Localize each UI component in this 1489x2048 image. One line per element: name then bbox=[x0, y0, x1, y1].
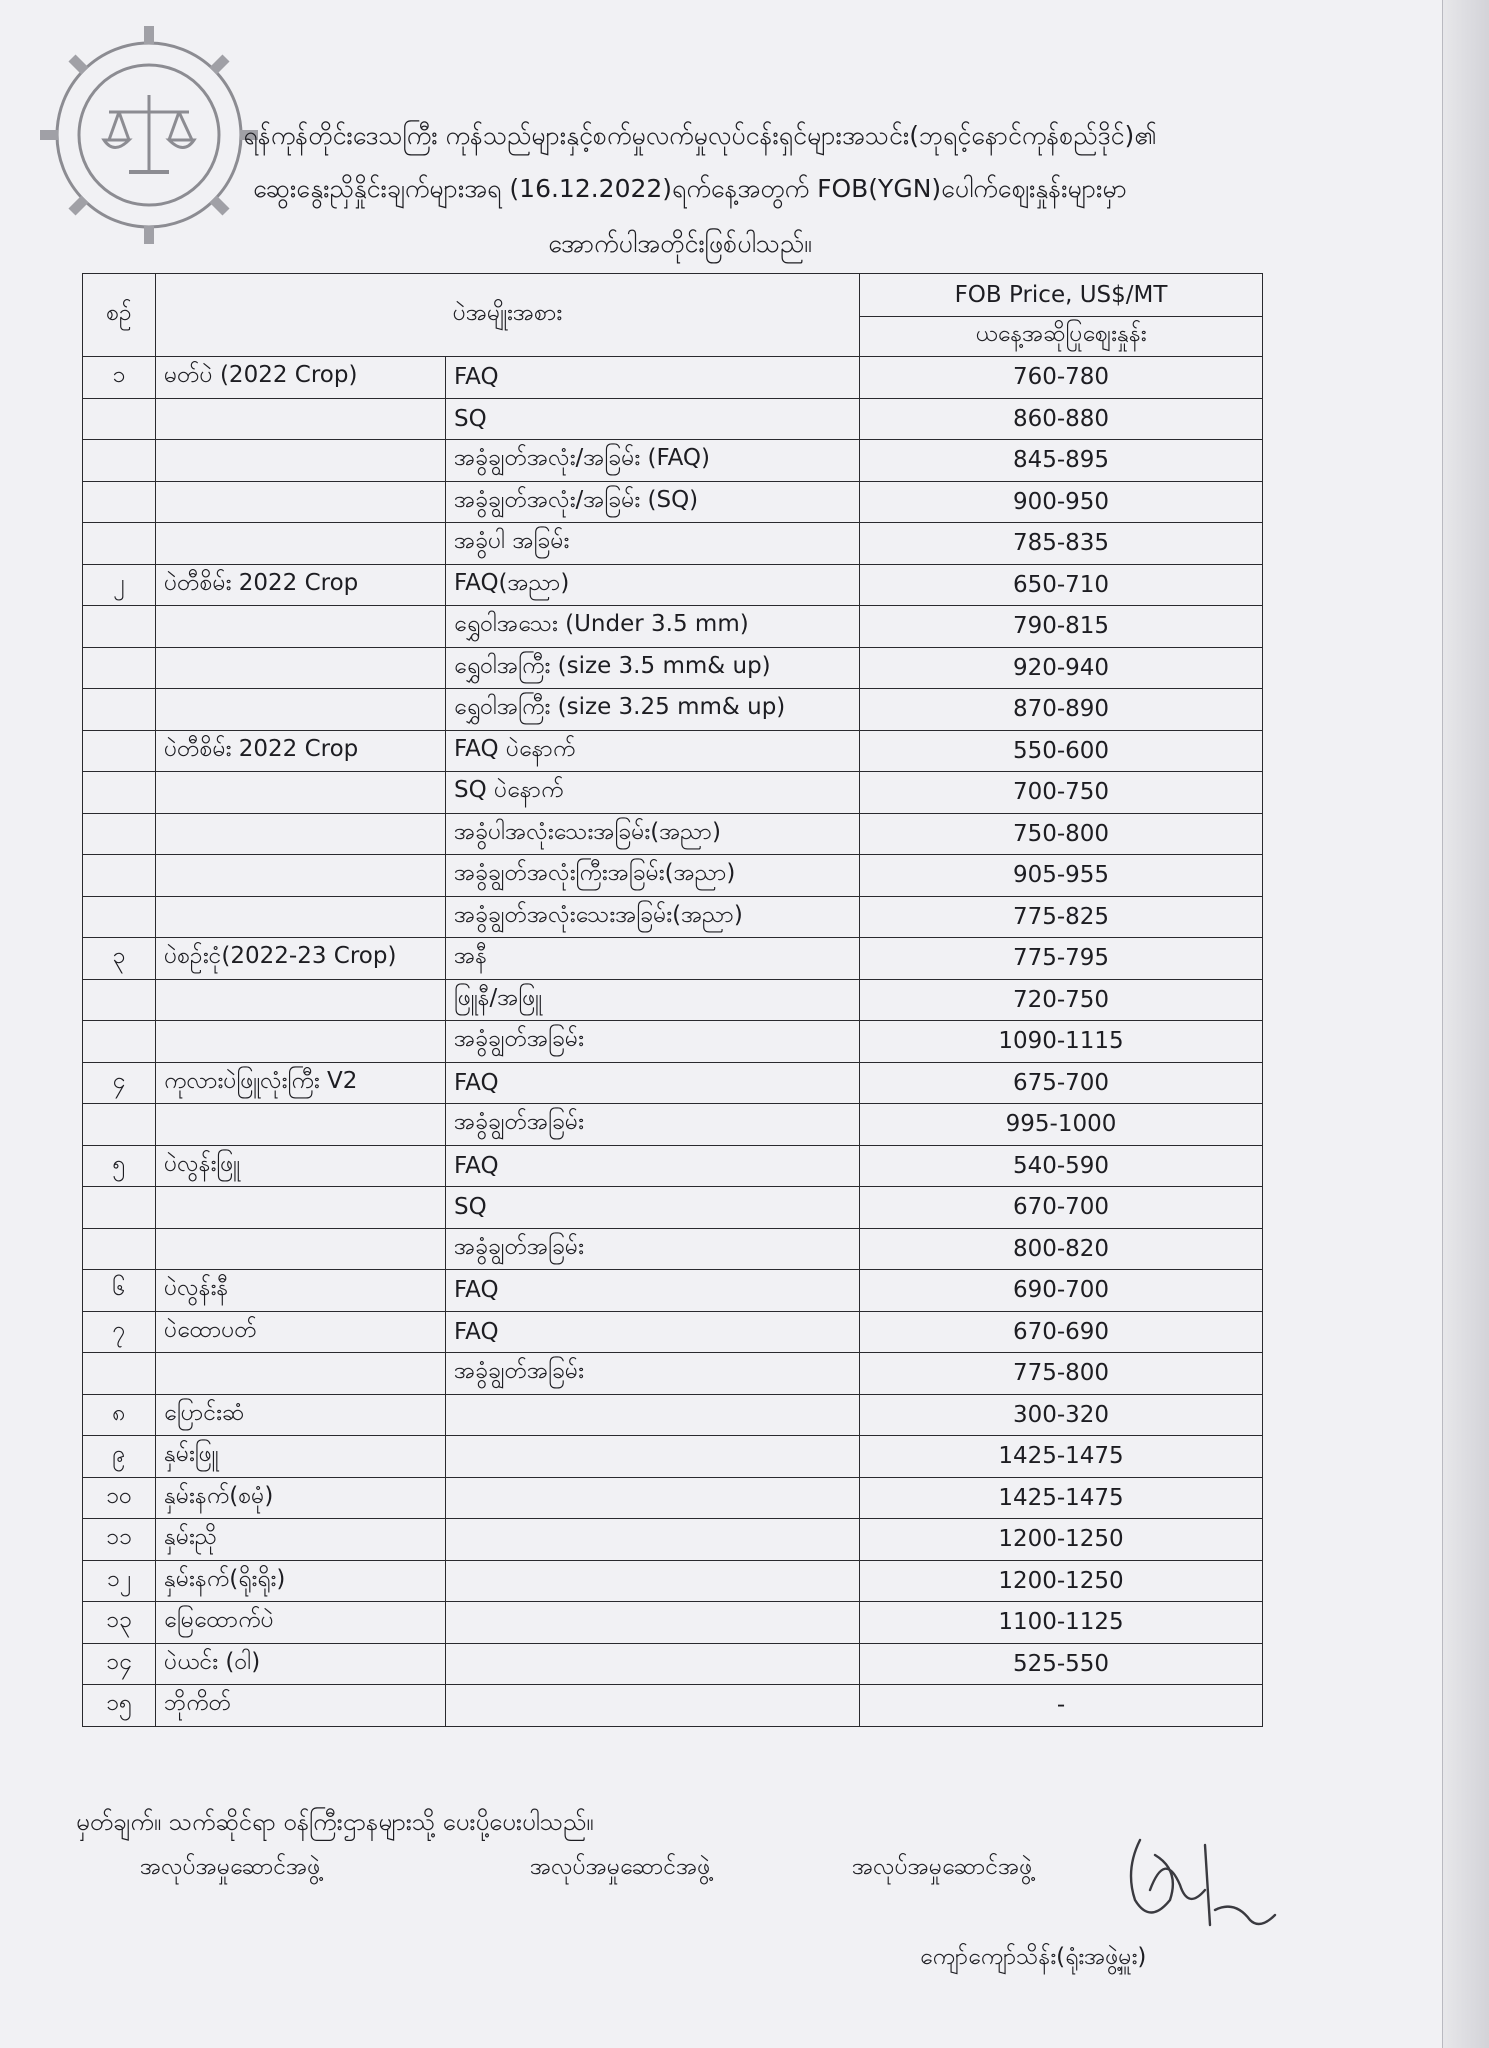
table-row bbox=[83, 772, 1263, 814]
row-grade bbox=[446, 1477, 860, 1519]
row-grade: FAQ bbox=[446, 1062, 860, 1104]
row-price: 775-795 bbox=[860, 938, 1263, 980]
table-row bbox=[83, 1270, 1263, 1312]
table-row bbox=[83, 1394, 1263, 1436]
row-grade bbox=[446, 1560, 860, 1602]
row-number: ၃ bbox=[83, 938, 156, 980]
row-number bbox=[83, 813, 156, 855]
row-item-name bbox=[156, 689, 446, 731]
row-number bbox=[83, 896, 156, 938]
table-row bbox=[83, 647, 1263, 689]
row-item-name: မတ်ပဲ (2022 Crop) bbox=[156, 357, 446, 399]
row-number: ၉ bbox=[83, 1436, 156, 1478]
handwritten-signature bbox=[1110, 1830, 1280, 1950]
table-row bbox=[83, 730, 1263, 772]
row-number bbox=[83, 1104, 156, 1146]
row-item-name bbox=[156, 896, 446, 938]
row-number bbox=[83, 772, 156, 814]
row-price: 1200-1250 bbox=[860, 1560, 1263, 1602]
row-item-name bbox=[156, 1228, 446, 1270]
footnote: မှတ်ချက်။ သက်ဆိုင်ရာ ဝန်ကြီးဌာနများသို့ ပေးပို့ပေးပါသည်။ bbox=[76, 1808, 594, 1836]
row-grade: ရွှေဝါအသေး (Under 3.5 mm) bbox=[446, 606, 860, 648]
row-number bbox=[83, 979, 156, 1021]
row-item-name bbox=[156, 1187, 446, 1229]
row-price: 750-800 bbox=[860, 813, 1263, 855]
row-number bbox=[83, 730, 156, 772]
price-table bbox=[82, 273, 1263, 1727]
signer-name: ကျော်ကျော်သိန်း(ရုံးအဖွဲ့မှူး) bbox=[920, 1944, 1147, 1970]
table-row bbox=[83, 1353, 1263, 1395]
row-number bbox=[83, 855, 156, 897]
row-price: 525-550 bbox=[860, 1643, 1263, 1685]
row-price: 700-750 bbox=[860, 772, 1263, 814]
row-item-name: နှမ်းနက်(စမုံ) bbox=[156, 1477, 446, 1519]
row-grade: SQ bbox=[446, 398, 860, 440]
col-header-item: ပဲအမျိုးအစား bbox=[156, 274, 860, 357]
row-item-name: ကုလားပဲဖြူလုံးကြီး V2 bbox=[156, 1062, 446, 1104]
table-row bbox=[83, 689, 1263, 731]
row-grade: ရွှေဝါအကြီး (size 3.25 mm& up) bbox=[446, 689, 860, 731]
row-grade: အခွံပါ အခြမ်း bbox=[446, 523, 860, 565]
table-row bbox=[83, 1062, 1263, 1104]
row-item-name bbox=[156, 606, 446, 648]
table-row bbox=[83, 855, 1263, 897]
row-price: 720-750 bbox=[860, 979, 1263, 1021]
row-grade: FAQ bbox=[446, 1311, 860, 1353]
table-row bbox=[83, 1311, 1263, 1353]
row-price: 1425-1475 bbox=[860, 1477, 1263, 1519]
row-price: 675-700 bbox=[860, 1062, 1263, 1104]
row-price: 920-940 bbox=[860, 647, 1263, 689]
row-grade: SQ bbox=[446, 1187, 860, 1229]
row-item-name: ပဲယင်း (ဝါ) bbox=[156, 1643, 446, 1685]
row-price: - bbox=[860, 1685, 1263, 1727]
row-item-name bbox=[156, 440, 446, 482]
row-number bbox=[83, 481, 156, 523]
row-item-name: နှမ်းဖြူ bbox=[156, 1436, 446, 1478]
row-price: 790-815 bbox=[860, 606, 1263, 648]
row-grade bbox=[446, 1519, 860, 1561]
col-header-no: စဉ် bbox=[83, 274, 156, 357]
table-row bbox=[83, 357, 1263, 399]
row-number bbox=[83, 523, 156, 565]
row-item-name bbox=[156, 813, 446, 855]
row-number: ၈ bbox=[83, 1394, 156, 1436]
row-grade bbox=[446, 1394, 860, 1436]
row-price: 550-600 bbox=[860, 730, 1263, 772]
col-header-price: FOB Price, US$/MT bbox=[860, 274, 1263, 317]
row-price: 785-835 bbox=[860, 523, 1263, 565]
row-grade bbox=[446, 1602, 860, 1644]
row-item-name: ပဲတီစိမ်း 2022 Crop bbox=[156, 564, 446, 606]
header-line-1: ရန်ကုန်တိုင်းဒေသကြီး ကုန်သည်များနှင့်စက်မှုလက်မှုလုပ်ငန်းရှင်များအသင်း(ဘုရင့်နောင်ကုန်စည်ဒိုင်)၏ bbox=[243, 121, 1157, 150]
row-grade: အခွံချွတ်အလုံး/အခြမ်း (FAQ) bbox=[446, 440, 860, 482]
row-number: ၁၄ bbox=[83, 1643, 156, 1685]
row-price: 800-820 bbox=[860, 1228, 1263, 1270]
row-price: 670-700 bbox=[860, 1187, 1263, 1229]
row-grade: FAQ bbox=[446, 1270, 860, 1312]
row-number bbox=[83, 1187, 156, 1229]
row-number: ၁၃ bbox=[83, 1602, 156, 1644]
row-price: 760-780 bbox=[860, 357, 1263, 399]
row-price: 540-590 bbox=[860, 1145, 1263, 1187]
table-row bbox=[83, 896, 1263, 938]
signatory-label-2: အလုပ်အမှုဆောင်အဖွဲ့ bbox=[530, 1854, 711, 1880]
row-number: ၄ bbox=[83, 1062, 156, 1104]
row-grade: အခွံချွတ်အလုံး/အခြမ်း (SQ) bbox=[446, 481, 860, 523]
row-grade: အခွံချွတ်အခြမ်း bbox=[446, 1353, 860, 1395]
row-price: 690-700 bbox=[860, 1270, 1263, 1312]
row-grade: FAQ(အညာ) bbox=[446, 564, 860, 606]
row-number bbox=[83, 1228, 156, 1270]
row-number bbox=[83, 398, 156, 440]
row-item-name: မြေထောက်ပဲ bbox=[156, 1602, 446, 1644]
row-item-name bbox=[156, 523, 446, 565]
row-grade: ဖြူနီ/အဖြူ bbox=[446, 979, 860, 1021]
row-grade: FAQ bbox=[446, 1145, 860, 1187]
table-row bbox=[83, 1602, 1263, 1644]
row-grade: အခွံပါအလုံးသေးအခြမ်း(အညာ) bbox=[446, 813, 860, 855]
signatory-label-1: အလုပ်အမှုဆောင်အဖွဲ့ bbox=[140, 1854, 321, 1880]
row-number: ၁၁ bbox=[83, 1519, 156, 1561]
page-edge bbox=[1442, 0, 1489, 2048]
table-row bbox=[83, 440, 1263, 482]
table-row bbox=[83, 1104, 1263, 1146]
header-line-3: အောက်ပါအတိုင်းဖြစ်ပါသည်။ bbox=[548, 229, 812, 258]
table-row bbox=[83, 1436, 1263, 1478]
table-row bbox=[83, 1187, 1263, 1229]
row-item-name bbox=[156, 1021, 446, 1063]
table-row bbox=[83, 481, 1263, 523]
row-number: ၁ bbox=[83, 357, 156, 399]
row-item-name bbox=[156, 772, 446, 814]
row-number: ၂ bbox=[83, 564, 156, 606]
row-grade bbox=[446, 1643, 860, 1685]
row-item-name: ပဲထောပတ် bbox=[156, 1311, 446, 1353]
row-grade: အခွံချွတ်အလုံးသေးအခြမ်း(အညာ) bbox=[446, 896, 860, 938]
row-price: 995-1000 bbox=[860, 1104, 1263, 1146]
row-grade: SQ ပဲနောက် bbox=[446, 772, 860, 814]
row-item-name: နှမ်းညို bbox=[156, 1519, 446, 1561]
table-row bbox=[83, 979, 1263, 1021]
row-number: ၅ bbox=[83, 1145, 156, 1187]
row-number bbox=[83, 1353, 156, 1395]
row-item-name: ဘိုကိတ် bbox=[156, 1685, 446, 1727]
row-grade: အခွံချွတ်အခြမ်း bbox=[446, 1104, 860, 1146]
table-row bbox=[83, 523, 1263, 565]
row-price: 860-880 bbox=[860, 398, 1263, 440]
row-item-name bbox=[156, 398, 446, 440]
signatory-label-3: အလုပ်အမှုဆောင်အဖွဲ့ bbox=[852, 1854, 1033, 1880]
row-price: 775-825 bbox=[860, 896, 1263, 938]
row-number bbox=[83, 440, 156, 482]
row-number: ၁၂ bbox=[83, 1560, 156, 1602]
header-line-2: ဆွေးနွေးညှိနှိုင်းချက်များအရ (16.12.2022)ရက်နေ့အတွက် FOB(YGN)ပေါက်ဈေးနှုန်းများမှာ bbox=[253, 174, 1127, 203]
table-row bbox=[83, 1228, 1263, 1270]
row-item-name bbox=[156, 855, 446, 897]
table-row bbox=[83, 1519, 1263, 1561]
row-price: 1425-1475 bbox=[860, 1436, 1263, 1478]
row-item-name: ပဲလွန်းနီ bbox=[156, 1270, 446, 1312]
row-price: 1200-1250 bbox=[860, 1519, 1263, 1561]
row-grade: အခွံချွတ်အခြမ်း bbox=[446, 1228, 860, 1270]
row-price: 1100-1125 bbox=[860, 1602, 1263, 1644]
row-number: ၆ bbox=[83, 1270, 156, 1312]
row-price: 870-890 bbox=[860, 689, 1263, 731]
row-price: 670-690 bbox=[860, 1311, 1263, 1353]
row-grade: FAQ bbox=[446, 357, 860, 399]
row-item-name: နှမ်းနက်(ရိုးရိုး) bbox=[156, 1560, 446, 1602]
row-price: 300-320 bbox=[860, 1394, 1263, 1436]
row-price: 905-955 bbox=[860, 855, 1263, 897]
row-grade bbox=[446, 1685, 860, 1727]
table-row bbox=[83, 938, 1263, 980]
table-row bbox=[83, 1145, 1263, 1187]
table-row bbox=[83, 1477, 1263, 1519]
row-item-name: ပဲလွန်းဖြူ bbox=[156, 1145, 446, 1187]
table-row bbox=[83, 813, 1263, 855]
table-row bbox=[83, 606, 1263, 648]
row-item-name: ပဲတီစိမ်း 2022 Crop bbox=[156, 730, 446, 772]
row-grade: FAQ ပဲနောက် bbox=[446, 730, 860, 772]
row-price: 1090-1115 bbox=[860, 1021, 1263, 1063]
row-price: 845-895 bbox=[860, 440, 1263, 482]
row-grade: အခွံချွတ်အလုံးကြီးအခြမ်း(အညာ) bbox=[446, 855, 860, 897]
row-item-name bbox=[156, 647, 446, 689]
row-number bbox=[83, 1021, 156, 1063]
table-row bbox=[83, 1643, 1263, 1685]
row-item-name: ပြောင်းဆံ bbox=[156, 1394, 446, 1436]
row-number: ၁၀ bbox=[83, 1477, 156, 1519]
row-number: ၇ bbox=[83, 1311, 156, 1353]
row-number bbox=[83, 606, 156, 648]
row-grade: အခွံချွတ်အခြမ်း bbox=[446, 1021, 860, 1063]
row-grade bbox=[446, 1436, 860, 1478]
row-item-name bbox=[156, 979, 446, 1021]
table-header-row bbox=[83, 274, 1263, 317]
row-item-name bbox=[156, 1104, 446, 1146]
col-header-price-sub: ယနေ့အဆိုပြုဈေးနှုန်း bbox=[860, 316, 1263, 356]
table-row bbox=[83, 1685, 1263, 1727]
row-price: 775-800 bbox=[860, 1353, 1263, 1395]
row-number bbox=[83, 689, 156, 731]
row-item-name: ပဲစဉ်းငုံ(2022-23 Crop) bbox=[156, 938, 446, 980]
row-grade: အနီ bbox=[446, 938, 860, 980]
row-number: ၁၅ bbox=[83, 1685, 156, 1727]
row-grade: ရွှေဝါအကြီး (size 3.5 mm& up) bbox=[446, 647, 860, 689]
row-price: 900-950 bbox=[860, 481, 1263, 523]
row-item-name bbox=[156, 1353, 446, 1395]
row-number bbox=[83, 647, 156, 689]
table-row bbox=[83, 1560, 1263, 1602]
table-row bbox=[83, 564, 1263, 606]
table-row bbox=[83, 398, 1263, 440]
row-price: 650-710 bbox=[860, 564, 1263, 606]
table-row bbox=[83, 1021, 1263, 1063]
row-item-name bbox=[156, 481, 446, 523]
